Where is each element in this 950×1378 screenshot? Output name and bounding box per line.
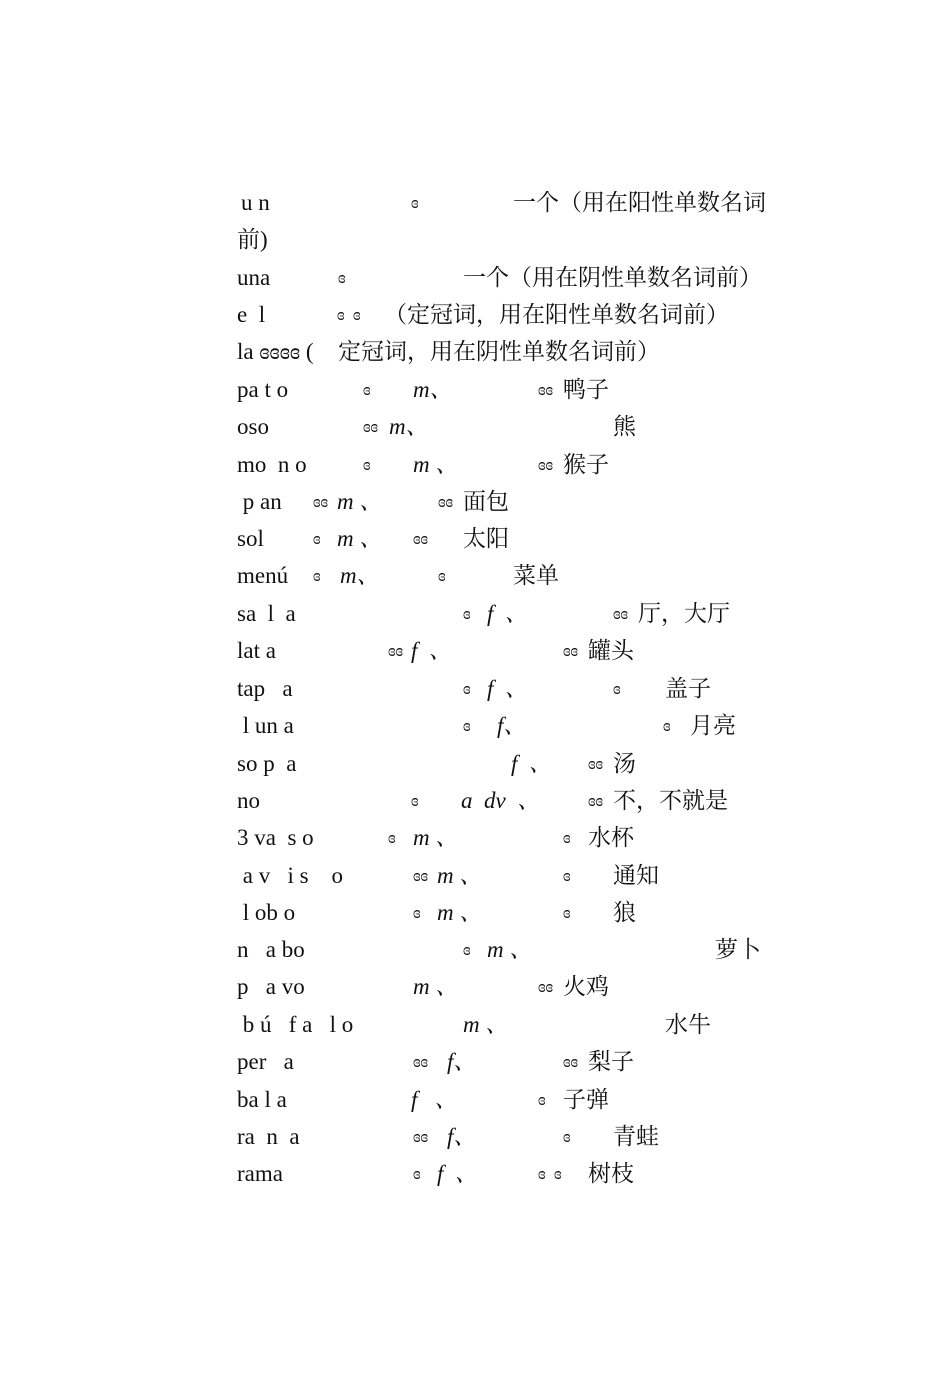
chinese-gloss: 子弹	[563, 1087, 609, 1112]
part-of-speech: m 、	[337, 489, 383, 514]
marker-glyphs: ɞɞ	[588, 791, 604, 810]
chinese-gloss: 面包	[463, 489, 509, 514]
marker-glyphs: ɞɞ	[563, 641, 579, 660]
list-item	[0, 373, 950, 407]
chinese-gloss: 厅，大厅	[638, 601, 730, 626]
marker-glyphs: ɞɞ	[538, 977, 554, 996]
list-item	[0, 559, 950, 593]
chinese-gloss: 火鸡	[563, 974, 609, 999]
list-item	[0, 485, 950, 519]
list-item	[0, 933, 950, 967]
spanish-word: ra n a	[237, 1124, 300, 1149]
chinese-gloss: 盖子	[665, 676, 711, 701]
list-item	[0, 896, 950, 930]
chinese-gloss: 一个（用在阳性单数名词	[513, 190, 766, 215]
part-of-speech: m、	[389, 414, 429, 439]
chinese-gloss: 罐头	[588, 638, 634, 663]
spanish-word: u n	[241, 190, 270, 215]
spanish-word: e l	[237, 302, 266, 327]
marker-glyphs: ɞ	[463, 940, 471, 959]
marker-glyphs: ɞɞ	[413, 1127, 429, 1146]
list-item	[0, 186, 950, 220]
part-of-speech: m、	[413, 377, 453, 402]
spanish-word: sol	[237, 526, 264, 551]
list-item	[0, 747, 950, 781]
list-item	[0, 448, 950, 482]
list-item	[0, 859, 950, 893]
part-of-speech: f、	[497, 713, 527, 738]
marker-glyphs: ɞɞ	[438, 492, 454, 511]
chinese-gloss: 树枝	[588, 1161, 634, 1186]
part-of-speech: f 、	[411, 638, 452, 663]
marker-glyphs: ɞɞ	[538, 380, 554, 399]
chinese-gloss: 定冠词，用在阴性单数名词前）	[338, 339, 660, 364]
chinese-gloss: 熊	[613, 414, 636, 439]
list-item	[0, 223, 950, 257]
marker-glyphs: ɞɞ	[413, 1052, 429, 1071]
marker-glyphs: ɞ ɞ	[538, 1164, 562, 1183]
marker-glyphs: ɞɞ	[388, 641, 404, 660]
marker-glyphs: ɞɞ	[413, 529, 429, 548]
marker-glyphs: ɞɞ	[413, 866, 429, 885]
spanish-word: una	[237, 265, 271, 290]
list-item	[0, 597, 950, 631]
part-of-speech: a dv 、	[461, 788, 541, 813]
marker-glyphs: ɞ	[463, 716, 471, 735]
chinese-gloss: 梨子	[588, 1049, 634, 1074]
list-item	[0, 672, 950, 706]
chinese-gloss: 通知	[613, 863, 659, 888]
chinese-gloss: 鸭子	[563, 377, 609, 402]
spanish-word: b ú f a l o	[237, 1012, 354, 1037]
spanish-word: menú	[237, 563, 289, 588]
marker-glyphs: ɞ	[613, 679, 621, 698]
list-item	[0, 784, 950, 818]
part-of-speech: m 、	[487, 937, 533, 962]
marker-glyphs: ɞ	[363, 455, 371, 474]
spanish-word: la ɞɞɞɞ (	[237, 339, 314, 364]
marker-glyphs: ɞɞ	[363, 417, 379, 436]
marker-glyphs: ɞ	[663, 716, 671, 735]
marker-glyphs: ɞ	[438, 566, 446, 585]
spanish-word: lat a	[237, 638, 276, 663]
marker-glyphs: ɞɞ	[613, 604, 629, 623]
part-of-speech: m 、	[413, 452, 459, 477]
chinese-gloss: 青蛙	[613, 1124, 659, 1149]
marker-glyphs: ɞ	[563, 866, 571, 885]
part-of-speech: m 、	[437, 863, 483, 888]
list-item	[0, 410, 950, 444]
part-of-speech: m 、	[413, 825, 459, 850]
part-of-speech: m、	[340, 563, 380, 588]
spanish-word: a v i s o	[237, 863, 344, 888]
marker-glyphs: ɞɞ	[563, 1052, 579, 1071]
spanish-word: tap a	[237, 676, 293, 701]
marker-glyphs: ɞ	[413, 1164, 421, 1183]
marker-glyphs: ɞ	[313, 566, 321, 585]
marker-glyphs: ɞ	[563, 828, 571, 847]
list-item	[0, 821, 950, 855]
spanish-word: oso	[237, 414, 269, 439]
spanish-word: l un a	[237, 713, 294, 738]
marker-glyphs: ɞ	[413, 903, 421, 922]
list-item	[0, 335, 950, 369]
spanish-word: sa l a	[237, 601, 296, 626]
list-item	[0, 261, 950, 295]
spanish-word: mo n o	[237, 452, 307, 477]
marker-glyphs: ɞ	[338, 268, 346, 287]
list-item	[0, 1157, 950, 1191]
marker-glyphs: ɞ ɞ	[337, 305, 361, 324]
spanish-word: l ob o	[237, 900, 296, 925]
part-of-speech: f、	[447, 1049, 477, 1074]
marker-glyphs: ɞ	[411, 193, 419, 212]
chinese-gloss: 水杯	[588, 825, 634, 850]
part-of-speech: f 、	[511, 751, 552, 776]
chinese-gloss: 狼	[613, 900, 636, 925]
part-of-speech: f 、	[437, 1161, 478, 1186]
list-item	[0, 298, 950, 332]
spanish-word: per a	[237, 1049, 294, 1074]
chinese-gloss: 月亮	[690, 713, 736, 738]
spanish-word: 3 va s o	[237, 825, 314, 850]
marker-glyphs: ɞ	[463, 679, 471, 698]
spanish-word: p a vo	[237, 974, 305, 999]
chinese-gloss: 太阳	[463, 526, 509, 551]
list-item	[0, 634, 950, 668]
marker-glyphs: ɞ	[363, 380, 371, 399]
chinese-gloss: 汤	[613, 751, 636, 776]
chinese-gloss: 萝卜	[715, 937, 761, 962]
part-of-speech: f 、	[411, 1087, 458, 1112]
marker-glyphs: ɞ	[563, 1127, 571, 1146]
chinese-gloss: 一个（用在阴性单数名词前）	[463, 265, 762, 290]
gloss-continuation: 前)	[237, 227, 268, 252]
part-of-speech: m 、	[463, 1012, 509, 1037]
part-of-speech: m 、	[413, 974, 459, 999]
spanish-word: n a bo	[237, 937, 305, 962]
marker-glyphs: ɞ	[388, 828, 396, 847]
list-item	[0, 1120, 950, 1154]
part-of-speech: f 、	[487, 601, 528, 626]
part-of-speech: f、	[447, 1124, 477, 1149]
marker-glyphs: ɞɞ	[538, 455, 554, 474]
marker-glyphs: ɞɞ	[313, 492, 329, 511]
list-item	[0, 1045, 950, 1079]
spanish-word: no	[237, 788, 260, 813]
marker-glyphs: ɞ	[563, 903, 571, 922]
list-item	[0, 1083, 950, 1117]
list-item	[0, 970, 950, 1004]
marker-glyphs: ɞ	[313, 529, 321, 548]
chinese-gloss: 菜单	[513, 563, 559, 588]
marker-glyphs: ɞ	[463, 604, 471, 623]
spanish-word: so p a	[237, 751, 297, 776]
marker-glyphs: ɞɞ	[588, 754, 604, 773]
list-item	[0, 522, 950, 556]
chinese-gloss: 猴子	[563, 452, 609, 477]
chinese-gloss: 不，不就是	[613, 788, 728, 813]
list-item	[0, 1008, 950, 1042]
spanish-word: p an	[237, 489, 282, 514]
part-of-speech: f 、	[487, 676, 528, 701]
part-of-speech: m 、	[437, 900, 483, 925]
list-item	[0, 709, 950, 743]
marker-glyphs: ɞ	[538, 1090, 546, 1109]
spanish-word: rama	[237, 1161, 283, 1186]
chinese-gloss: 水牛	[665, 1012, 711, 1037]
spanish-word: pa t o	[237, 377, 289, 402]
spanish-word: ba l a	[237, 1087, 287, 1112]
chinese-gloss: （定冠词，用在阳性单数名词前）	[384, 302, 729, 327]
part-of-speech: m 、	[337, 526, 383, 551]
marker-glyphs: ɞ	[411, 791, 419, 810]
